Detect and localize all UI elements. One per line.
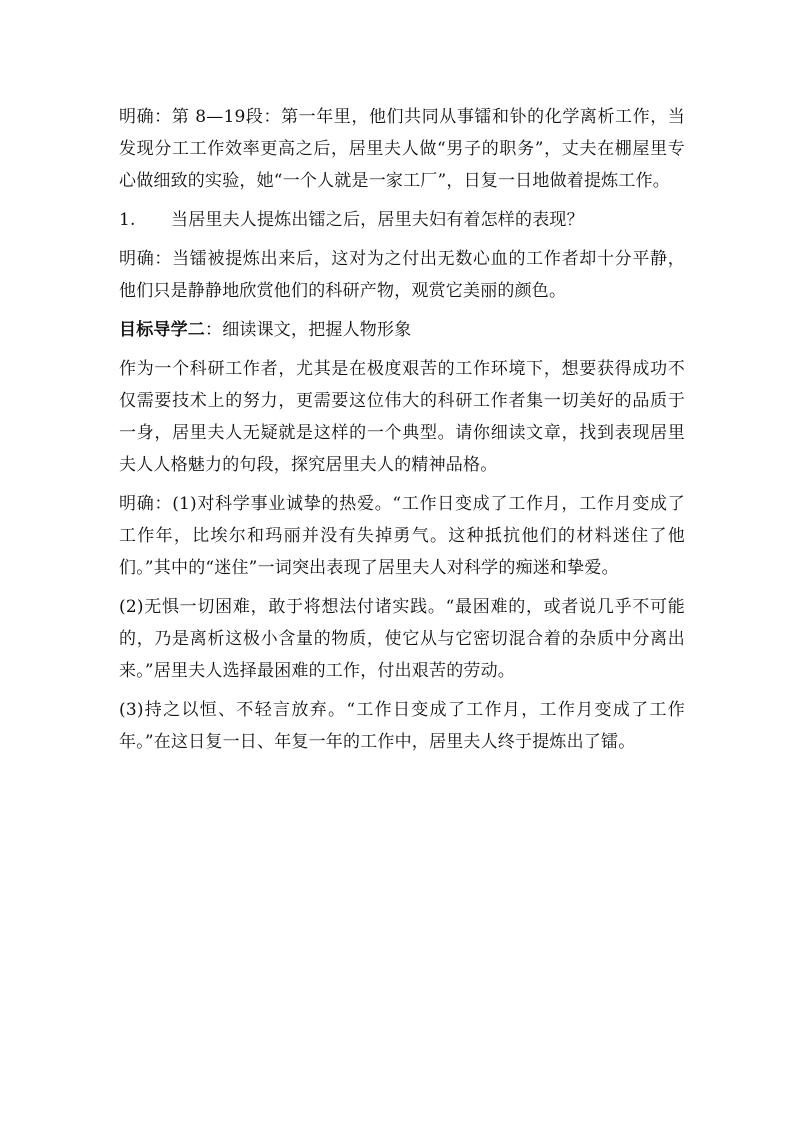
section-heading xyxy=(119,314,685,346)
answer-point-1: 明确：(1)对科学事业诚挚的热爱。“工作日变成了工作月，工作月变成了工作年，比埃尔和玛丽并没有失掉勇气。这种抵抗他们的材料迷住了他们。”其中的“迷住”一词突出表现了居里夫人对科学的痴迷和挚爱。 xyxy=(119,494,685,578)
document-body xyxy=(119,101,685,758)
question-1-number: 1. xyxy=(119,210,136,230)
section-intro: 作为一个科研工作者，尤其是在极度艰苦的工作环境下，想要获得成功不仅需要技术上的努力，更需要这位伟大的科研工作者集一切美好的品质于一身，居里夫人无疑就是这样的一个典型。请你细读文章，找到表现居里夫人人格魅力的句段，探究居里夫人的精神品格。 xyxy=(119,359,685,475)
question-1 xyxy=(119,204,685,236)
answer-point-2: (2)无惧一切困难，敢于将想法付诸实践。“最困难的，或者说几乎不可能的，乃是离析这极小含量的物质，使它从与它密切混合着的杂质中分离出来。”居里夫人选择最困难的工作，付出艰苦的劳动。 xyxy=(119,597,685,681)
answer-point-3: (3)持之以恒、不轻言放弃。“工作日变成了工作月，工作月变成了工作年。”在这日复一日、年复一年的工作中，居里夫人终于提炼出了镭。 xyxy=(119,700,685,752)
section-heading-rest: ：细读课文，把握人物形象 xyxy=(205,320,412,340)
answer-1: 明确：当镭被提炼出来后，这对为之付出无数心血的工作者却十分平静，他们只是静静地欣赏他们的科研产物，观赏它美丽的颜色。 xyxy=(119,249,685,301)
paragraph-answer-sections-8-19: 明确：第 8—19段：第一年里，他们共同从事镭和钋的化学离析工作，当发现分工工作效率更高之后，居里夫人做“男子的职务”，丈夫在棚屋里专心做细致的实验，她“一个人就是一家工厂”，日复一日地做着提炼工作。 xyxy=(119,107,685,191)
section-heading-bold: 目标导学二 xyxy=(119,320,205,340)
question-1-text: 当居里夫人提炼出镭之后，居里夫妇有着怎样的表现？ xyxy=(171,210,584,230)
